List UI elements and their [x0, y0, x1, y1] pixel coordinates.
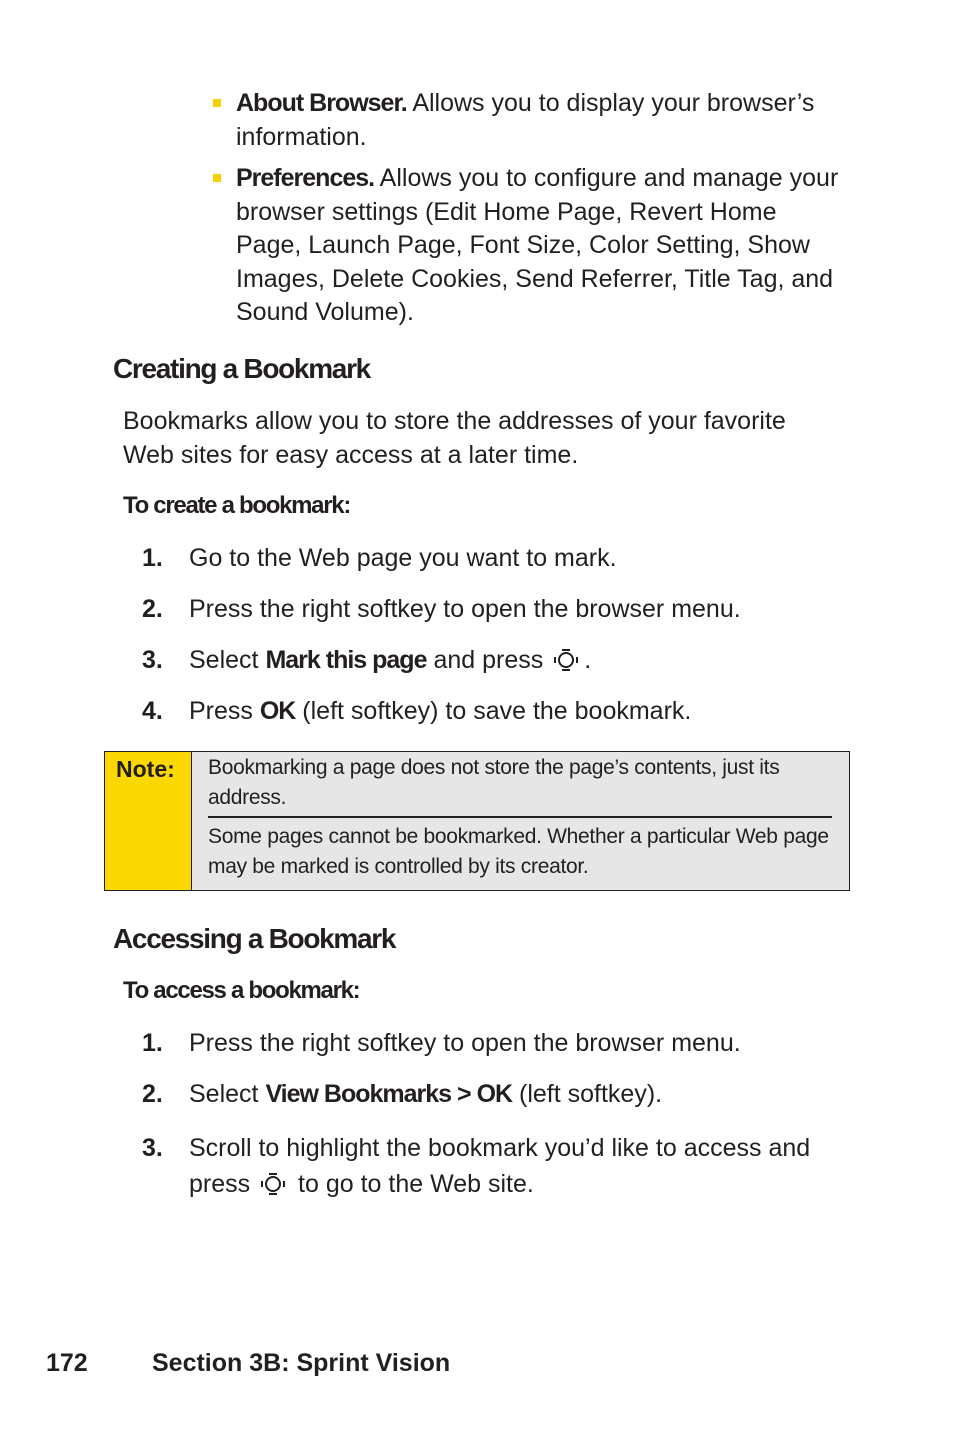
step-text-post: (left softkey). [512, 1080, 663, 1108]
step-number: 1. [142, 544, 163, 572]
step-text-end: . [584, 646, 592, 674]
center-menu-key-icon [552, 649, 582, 671]
note-paragraph-1: Bookmarking a page does not store the page’s contents, just its address. [208, 756, 780, 809]
step-text-pre: Press [189, 697, 260, 725]
access-step-2 [142, 1078, 854, 1112]
bullet-term: About Browser. [236, 89, 407, 117]
section-footer: Section 3B: Sprint Vision [152, 1349, 451, 1377]
step-text: Go to the Web page you want to mark. [189, 544, 617, 572]
step-number: 2. [142, 1080, 163, 1108]
note-label: Note: [116, 756, 175, 782]
step-text-post: and press [426, 646, 551, 674]
section-heading-create: Creating a Bookmark [113, 353, 370, 384]
step-text [189, 1078, 854, 1112]
step-text-post: to go to the Web site. [291, 1170, 534, 1198]
step-number: 3. [142, 1134, 163, 1162]
note-label-cell [105, 752, 192, 890]
bullet-square-icon [213, 174, 221, 182]
bullet-text: Allows you to configure and manage your browser settings (Edit Home Page, Revert Home Page, Launch Page, Font Size, Color Setting, Show Images, Delete Cookies, Send Referrer, Title Tag, and Sound Volume). [236, 164, 839, 326]
step-number: 4. [142, 697, 163, 725]
create-step-3 [142, 644, 854, 678]
bullet-square-icon [213, 99, 221, 107]
bullet-term: Preferences. [236, 164, 375, 192]
step-text [189, 644, 854, 678]
bullet-preferences [236, 162, 848, 330]
bullet-about-browser [236, 87, 848, 154]
step-key-name: OK [259, 697, 296, 725]
create-procedure-title: To create a bookmark: [123, 492, 351, 519]
note-paragraph-2: Some pages cannot be bookmarked. Whether a particular Web page may be marked is controlled by its creator. [208, 825, 829, 878]
step-number: 1. [142, 1029, 163, 1057]
step-text: Press the right softkey to open the browser menu. [189, 595, 741, 623]
step-text-pre: Scroll to highlight the bookmark you’d like to access and press [189, 1134, 811, 1198]
step-text [189, 695, 854, 729]
step-text [189, 1130, 854, 1202]
access-step-1 [142, 1027, 854, 1061]
center-menu-key-icon [259, 1173, 289, 1195]
bullet-text: Allows you to display your browser’s information. [236, 89, 815, 151]
step-number: 2. [142, 595, 163, 623]
access-step-3 [142, 1130, 854, 1202]
create-intro: Bookmarks allow you to store the addresses of your favorite Web sites for easy access at a later time. [123, 407, 786, 469]
access-procedure-title: To access a bookmark: [123, 977, 360, 1004]
step-text-pre: Select [189, 646, 266, 674]
step-text-pre: Select [189, 1080, 266, 1108]
create-step-4 [142, 695, 854, 729]
page-number: 172 [46, 1349, 88, 1377]
section-heading-access: Accessing a Bookmark [113, 923, 396, 954]
step-text: Press the right softkey to open the browser menu. [189, 1029, 741, 1057]
step-number: 3. [142, 646, 163, 674]
step-menu-path: View Bookmarks > OK [265, 1080, 513, 1108]
step-menu-item: Mark this page [265, 646, 427, 674]
note-divider [208, 816, 832, 818]
create-step-1 [142, 542, 854, 576]
step-text-post: (left softkey) to save the bookmark. [295, 697, 692, 725]
create-step-2 [142, 593, 854, 627]
